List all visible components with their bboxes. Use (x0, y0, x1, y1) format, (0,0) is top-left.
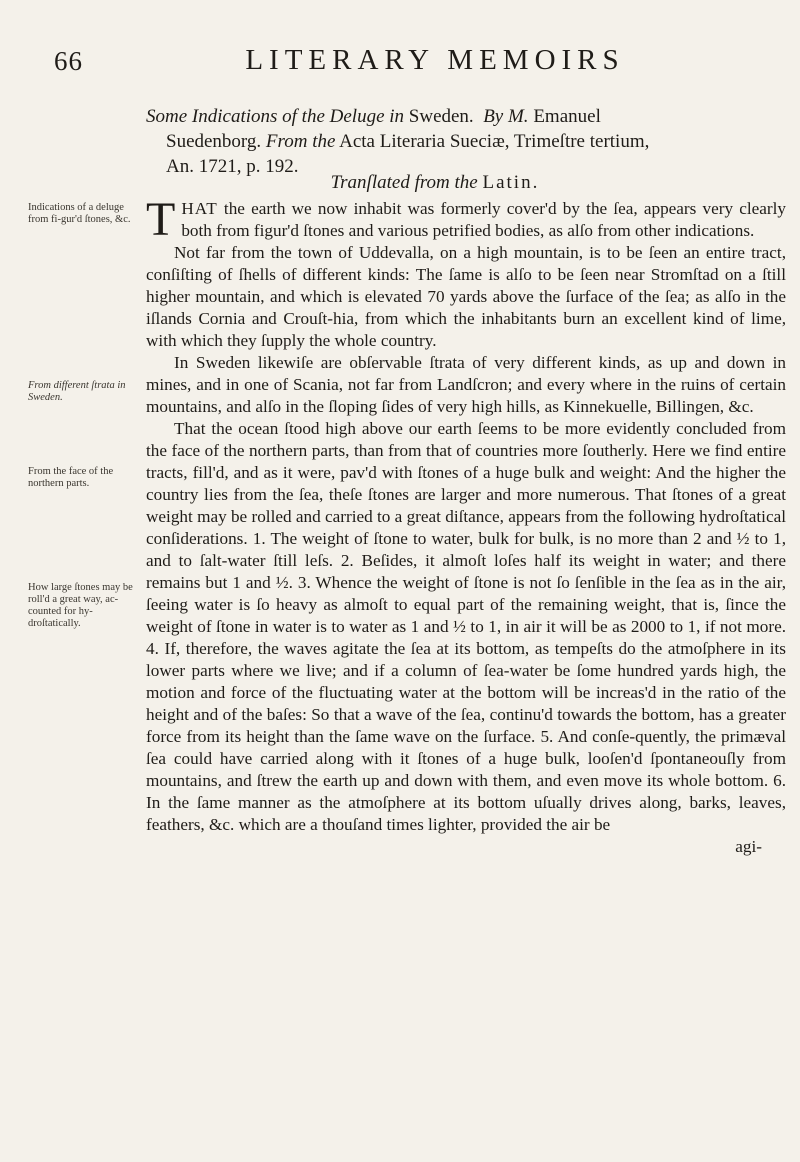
page-number: 66 (54, 46, 83, 76)
heading-line3: An. 1721, p. 192. (166, 156, 299, 177)
translated-italic: Tranſlated from the (330, 172, 478, 193)
heading-surname: Suedenborg. (166, 131, 262, 152)
heading-from: From the (265, 131, 336, 152)
drop-cap: T (146, 193, 176, 246)
sidenote-deluge: Indications of a deluge from fi-gur'd ſtones, &c. (28, 202, 131, 225)
catchword: agi- (735, 837, 762, 856)
article-heading (146, 104, 776, 179)
heading-author: Emanuel (528, 106, 601, 127)
running-head: LITERARY MEMOIRS (245, 44, 625, 76)
heading-title-italic: Some Indications of the Deluge in (146, 106, 405, 127)
sidenote-strata: From different ſtrata in Sweden. (28, 380, 126, 403)
heading-line2 (146, 129, 776, 154)
sidenote-stones: How large ſtones may be roll'd a great way, ac-counted for hy-droſtatically. (28, 582, 133, 629)
heading-by: By (483, 106, 504, 127)
heading-source: Acta Literaria Sueciæ, Trimeſtre tertium, (335, 131, 650, 152)
sidenote-northern: From the face of the northern parts. (28, 466, 114, 489)
translated-latin: Latin. (482, 172, 540, 193)
paragraph-1-text: the earth we now inhabit was formerly cover'd by the ſea, appears very clearly both from figur'd ſtones and various petrified bodies, as alſo from other indications. (181, 199, 786, 240)
paragraph-4: That the ocean ſtood high above our earth ſeems to be more evidently concluded from the face of the northern parts, than from that of countries more ſoutherly. Here we find entire tracts, fill'd, and as it were, pav'd with ſtones of a huge bulk and weight: And the higher the country lies from the ſea, theſe ſtones are larger and more numerous. That ſtones of a great weight may be rolled and carried to a great diſtance, appears from the following hydroſtatical conſiderations. 1. The weight of ſtone to water, bulk for bulk, is no more than 2 and ½ to 1, and to ſalt-water ſtill leſs. 2. Beſides, it almoſt loſes half its weight in water; and there remains but 1 and ½. 3. Whence the weight of ſtone is not ſo ſenſible in the ſea as in the air, ſeeing water is ſo heavy as almoſt to equal part of the remaining weight, that is, ſince the weight of ſtone in water is to water as 1 and ½ to 1, in air it will be as 2000 to 1, if not more. 4. If, therefore, the waves agitate the ſea at its bottom, as tempeſts do the atmoſphere in its lower parts where we live; and if a column of ſea-water be ſome hundred yards high, the motion and force of the fluctuating water at the bottom will be increas'd in the ratio of the height and of the baſes: So that a wave of the ſea, continu'd towards the bottom, has a greater force from its height than the ſame wave on the ſurface. 5. And conſe-quently, the primæval ſea could have carried along with it ſtones of a huge bulk, looſen'd ſpontaneouſly from mountains, and ſtrew the earth up and down with them, and even move its whole bottom. 6. In the ſame manner as the atmoſphere at its bottom uſually drives along, barks, leaves, feathers, &c. which are a thouſand times lighter, provided the air be (146, 419, 786, 834)
opening-caps: HAT (181, 199, 218, 218)
body-text (146, 193, 786, 858)
heading-country: Sweden. (404, 106, 474, 127)
translated-note (0, 172, 800, 194)
heading-line1 (146, 106, 601, 127)
paragraph-2: Not far from the town of Uddevalla, on a high mountain, is to be ſeen an entire tract, conſiſting of ſhells of different kinds: The ſame is alſo to be ſeen near Stromſtad on a ſtill higher mountain, and which is elevated 70 yards above the ſurface of the ſea; as alſo in the iſlands Cornia and Crouſt-hia, from which the inhabitants burn an excellent kind of lime, with which they ſupply the whole country. (146, 243, 786, 350)
paragraph-1 (146, 193, 786, 246)
heading-author-m: M. (507, 106, 529, 127)
paragraph-3: In Sweden likewiſe are obſervable ſtrata of very different kinds, as up and down in mines, and in one of Scania, not far from Landſcron; and every where in the ruins of certain mountains, and alſo in the ſloping ſides of very high hills, as Kinnekuelle, Billingen, &c. (146, 353, 786, 416)
